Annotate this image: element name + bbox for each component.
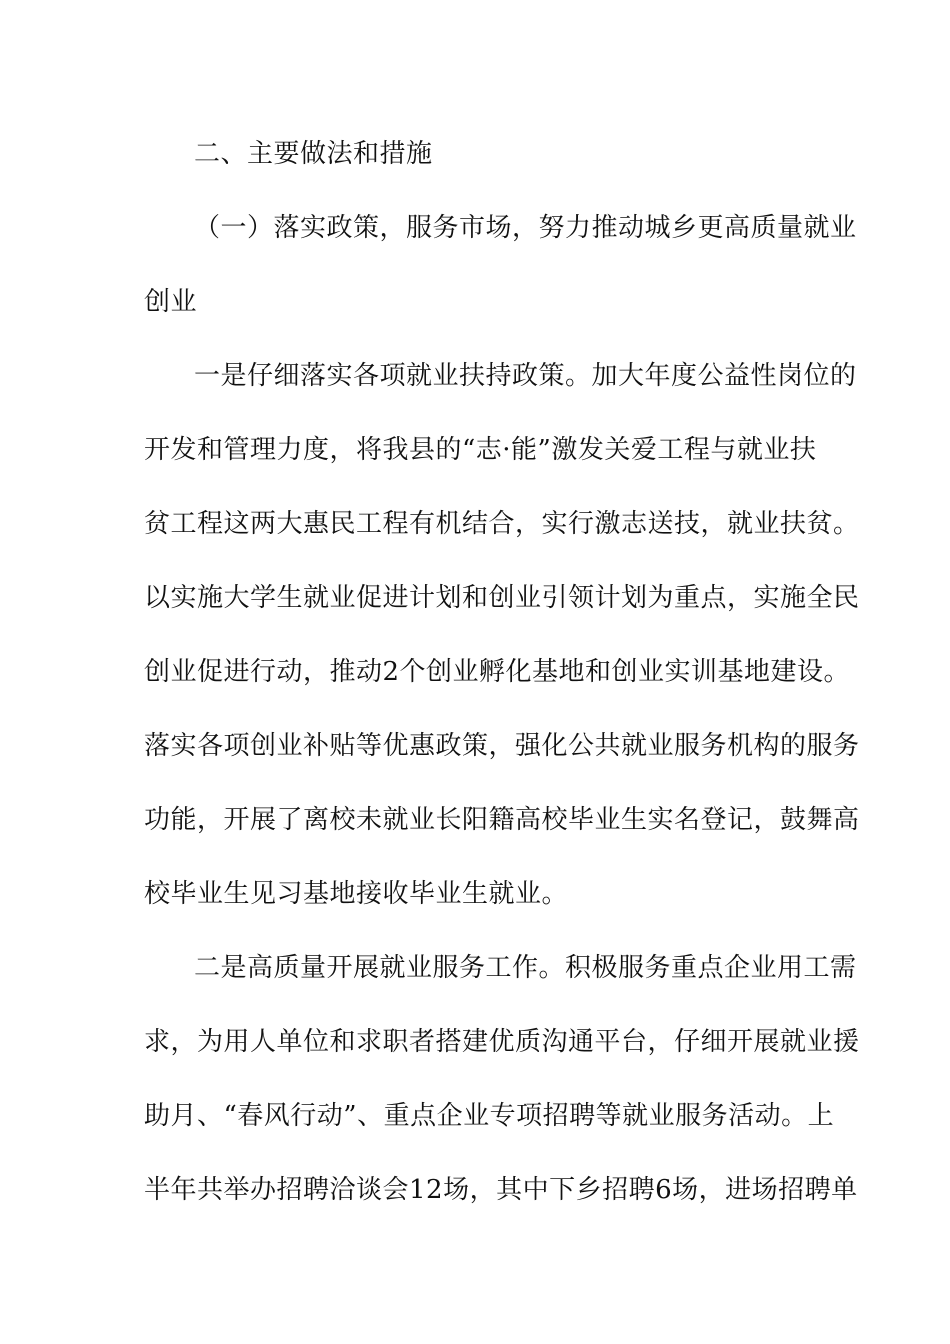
paragraph-line: 功能，开展了离校未就业长阳籍高校毕业生实名登记，鼓舞高 [144, 805, 860, 835]
paragraph-line: 二是高质量开展就业服务工作。积极服务重点企业用工需 [194, 953, 857, 983]
paragraph-line: 开发和管理力度，将我县的“志·能”激发关爱工程与就业扶 [144, 435, 817, 465]
paragraph-line: 以实施大学生就业促进计划和创业引领计划为重点，实施全民 [144, 583, 860, 613]
paragraph-line: 落实各项创业补贴等优惠政策，强化公共就业服务机构的服务 [144, 731, 860, 761]
section-heading: 二、主要做法和措施 [194, 139, 433, 169]
subsection-heading: （一）落实政策，服务市场，努力推动城乡更高质量就业 [194, 213, 857, 243]
paragraph-line: 贫工程这两大惠民工程有机结合，实行激志送技，就业扶贫。 [144, 509, 860, 539]
subsection-heading-continued: 创业 [144, 287, 198, 317]
paragraph-line: 半年共举办招聘洽谈会12场，其中下乡招聘6场，进场招聘单 [144, 1175, 858, 1205]
paragraph-line: 求，为用人单位和求职者搭建优质沟通平台，仔细开展就业援 [144, 1027, 860, 1057]
paragraph-line: 助月、“春风行动”、重点企业专项招聘等就业服务活动。上 [144, 1101, 835, 1131]
paragraph-line: 创业促进行动，推动2个创业孵化基地和创业实训基地建设。 [144, 657, 851, 687]
paragraph-line: 一是仔细落实各项就业扶持政策。加大年度公益性岗位的 [194, 361, 857, 391]
paragraph-line: 校毕业生见习基地接收毕业生就业。 [144, 879, 569, 909]
